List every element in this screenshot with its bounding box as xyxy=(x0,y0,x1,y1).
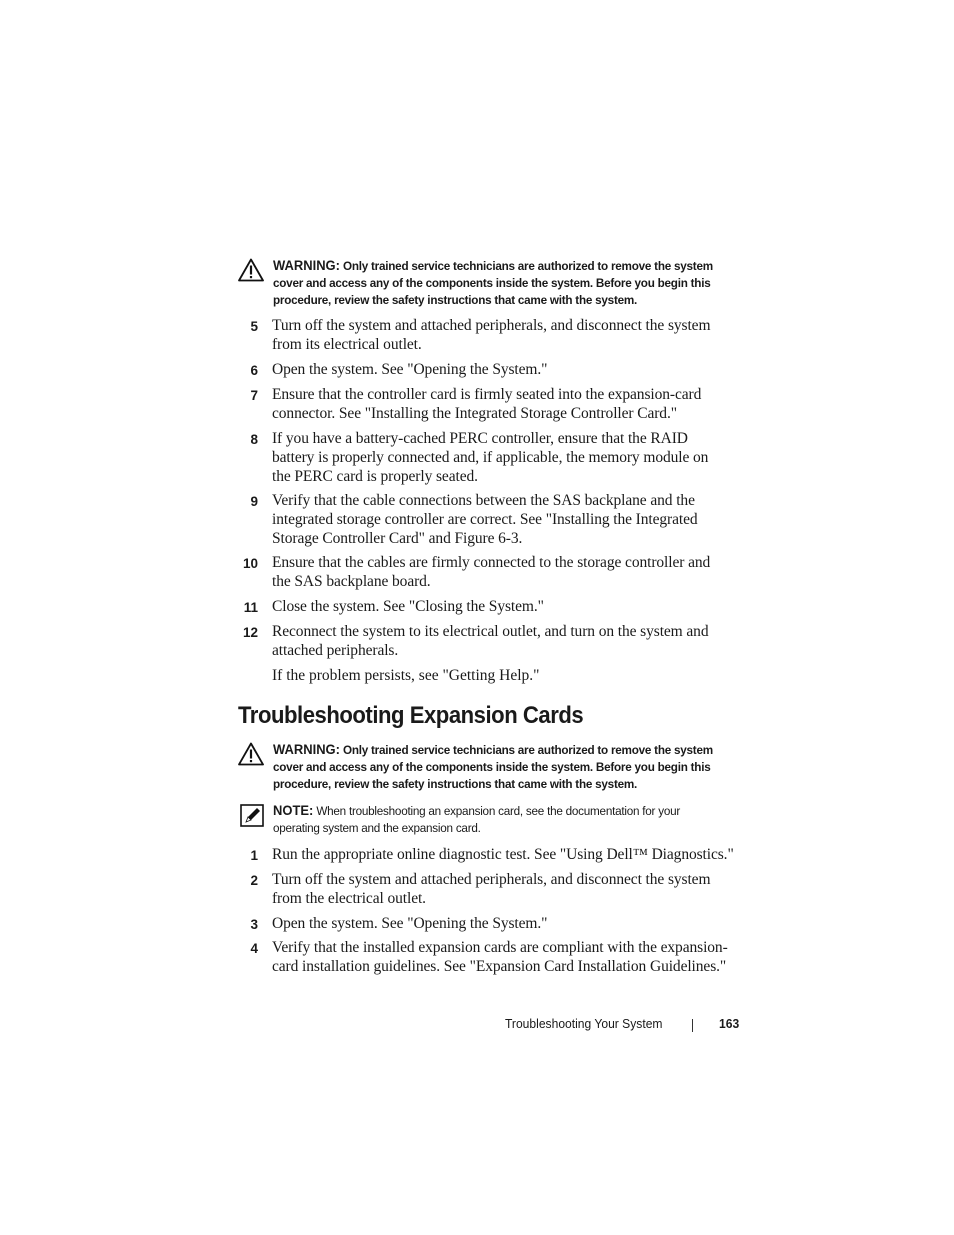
step-7: 7 Ensure that the controller card is firmly seated into the expansion-card connector. See "Installing the Integrated Storage Controller Card." xyxy=(250,386,702,422)
note-block xyxy=(238,802,748,837)
warning-label: WARNING: xyxy=(273,258,340,273)
persist-paragraph: If the problem persists, see "Getting Help." xyxy=(272,667,540,684)
footer-separator xyxy=(692,1019,693,1032)
step-4: 4 Verify that the installed expansion cards are compliant with the expansion- card installation guidelines. See "Expansion Card Installation Guidelines." xyxy=(250,939,728,975)
warning-triangle-icon xyxy=(238,742,264,766)
note-text: NOTE: When troubleshooting an expansion card, see the documentation for your operating system and the expansion card. xyxy=(273,803,681,836)
step-8: 8 If you have a battery-cached PERC controller, ensure that the RAID battery is properly connected and, if applicable, the memory module on the PERC card is properly seated. xyxy=(250,430,709,485)
page-number: 163 xyxy=(719,1016,740,1031)
warning-label: WARNING: xyxy=(273,742,340,757)
pencil-note-icon xyxy=(240,804,266,828)
step-5: 5 Turn off the system and attached peripherals, and disconnect the system from its electrical outlet. xyxy=(250,317,711,353)
step-11: 11 Close the system. See "Closing the System." xyxy=(243,598,544,615)
step-9: 9 Verify that the cable connections between the SAS backplane and the integrated storage controller are correct. See "Installing the Integrated Storage Controller Card" and Figure 6-3. xyxy=(250,492,698,547)
warning-block-2 xyxy=(238,741,748,794)
note-label: NOTE: xyxy=(273,803,314,818)
step-2: 2 Turn off the system and attached peripherals, and disconnect the system from the electrical outlet. xyxy=(250,871,711,907)
step-6: 6 Open the system. See "Opening the System." xyxy=(250,361,548,378)
step-1: 1 Run the appropriate online diagnostic test. See "Using Dell™ Diagnostics." xyxy=(250,846,734,863)
step-10: 10 Ensure that the cables are firmly connected to the storage controller and the SAS backplane board. xyxy=(242,554,711,590)
section-title: Troubleshooting Expansion Cards xyxy=(238,702,584,729)
step-3: 3 Open the system. See "Opening the System." xyxy=(250,915,548,932)
warning-text-2: WARNING: Only trained service technicians are authorized to remove the system cover and access any of the components inside the system. Before you begin this procedure, review the safety instructions that came with the system. xyxy=(273,742,713,792)
warning-block-1 xyxy=(238,257,748,310)
warning-text-1: WARNING: Only trained service technicians are authorized to remove the system cover and access any of the components inside the system. Before you begin this procedure, review the safety instructions that came with the system. xyxy=(273,258,713,308)
step-12: 12 Reconnect the system to its electrical outlet, and turn on the system and attached peripherals. xyxy=(242,623,709,659)
warning-triangle-icon xyxy=(238,258,264,282)
footer-chapter: Troubleshooting Your System xyxy=(505,1016,663,1031)
